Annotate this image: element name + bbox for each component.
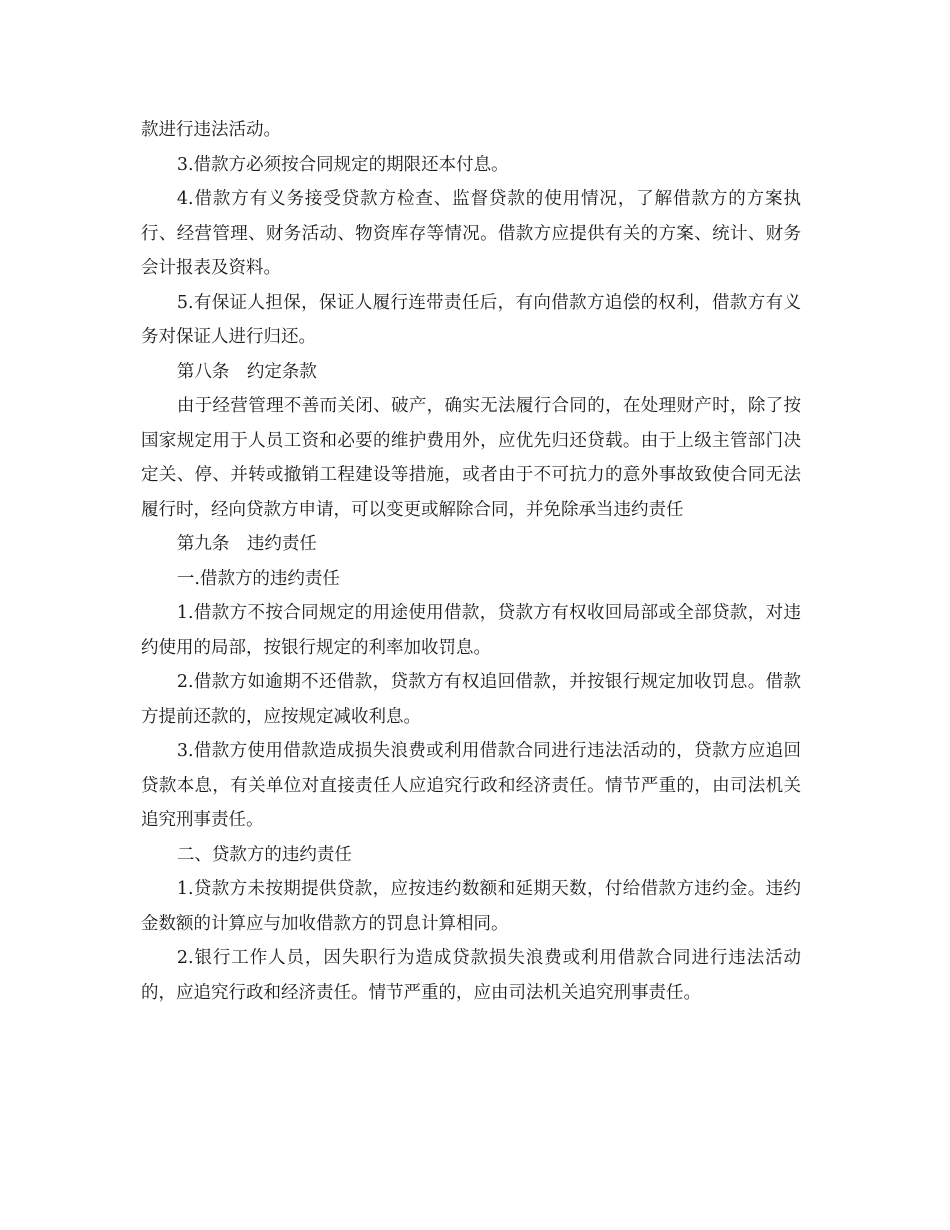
- clause-7-item-4: 4.借款方有义务接受贷款方检查、监督贷款的使用情况，了解借款方的方案执行、经营管理、财务活动、物资库存等情况。借款方应提供有关的方案、统计、财务会计报表及资料。: [141, 189, 801, 278]
- lender-liability-item-1: 1.贷款方未按期提供贷款，应按违约数额和延期天数，付给借款方违约金。违约金数额的计算应与加收借款方的罚息计算相同。: [141, 879, 801, 934]
- borrower-liability-item-3: 3.借款方使用借款造成损失浪费或利用借款合同进行违法活动的，贷款方应追回贷款本息，有关单位对直接责任人应追究行政和经济责任。情节严重的，由司法机关追究刑事责任。: [141, 741, 801, 830]
- lender-liability-heading: 二、贷款方的违约责任: [176, 844, 352, 865]
- borrower-liability-item-2: 2.借款方如逾期不还借款，贷款方有权追回借款，并按银行规定加收罚息。借款方提前还款的，应按规定减收利息。: [141, 672, 801, 727]
- clause-7-item-3: 3.借款方必须按合同规定的期限还本付息。: [176, 154, 509, 175]
- article-8-heading: 第八条 约定条款: [176, 361, 317, 382]
- document-body: [141, 113, 801, 1010]
- borrower-liability-heading: 一.借款方的违约责任: [176, 568, 340, 589]
- borrower-liability-item-1: 1.借款方不按合同规定的用途使用借款，贷款方有权收回局部或全部贷款，对违约使用的局部，按银行规定的利率加收罚息。: [141, 603, 801, 658]
- clause-7-item-5: 5.有保证人担保，保证人履行连带责任后，有向借款方追偿的权利，借款方有义务对保证人进行归还。: [141, 292, 801, 347]
- lender-liability-item-2: 2.银行工作人员，因失职行为造成贷款损失浪费或利用借款合同进行违法活动的，应追究行政和经济责任。情节严重的，应由司法机关追究刑事责任。: [141, 948, 801, 1003]
- article-8-body: 由于经营管理不善而关闭、破产，确实无法履行合同的，在处理财产时，除了按国家规定用于人员工资和必要的维护费用外，应优先归还贷载。由于上级主管部门决定关、停、并转或撤销工程建设等措施，或者由于不可抗力的意外事故致使合同无法履行时，经向贷款方申请，可以变更或解除合同，并免除承当违约责任: [141, 396, 801, 520]
- paragraph-continuation: 款进行违法活动。: [141, 120, 281, 140]
- article-9-heading: 第九条 违约责任: [176, 534, 317, 554]
